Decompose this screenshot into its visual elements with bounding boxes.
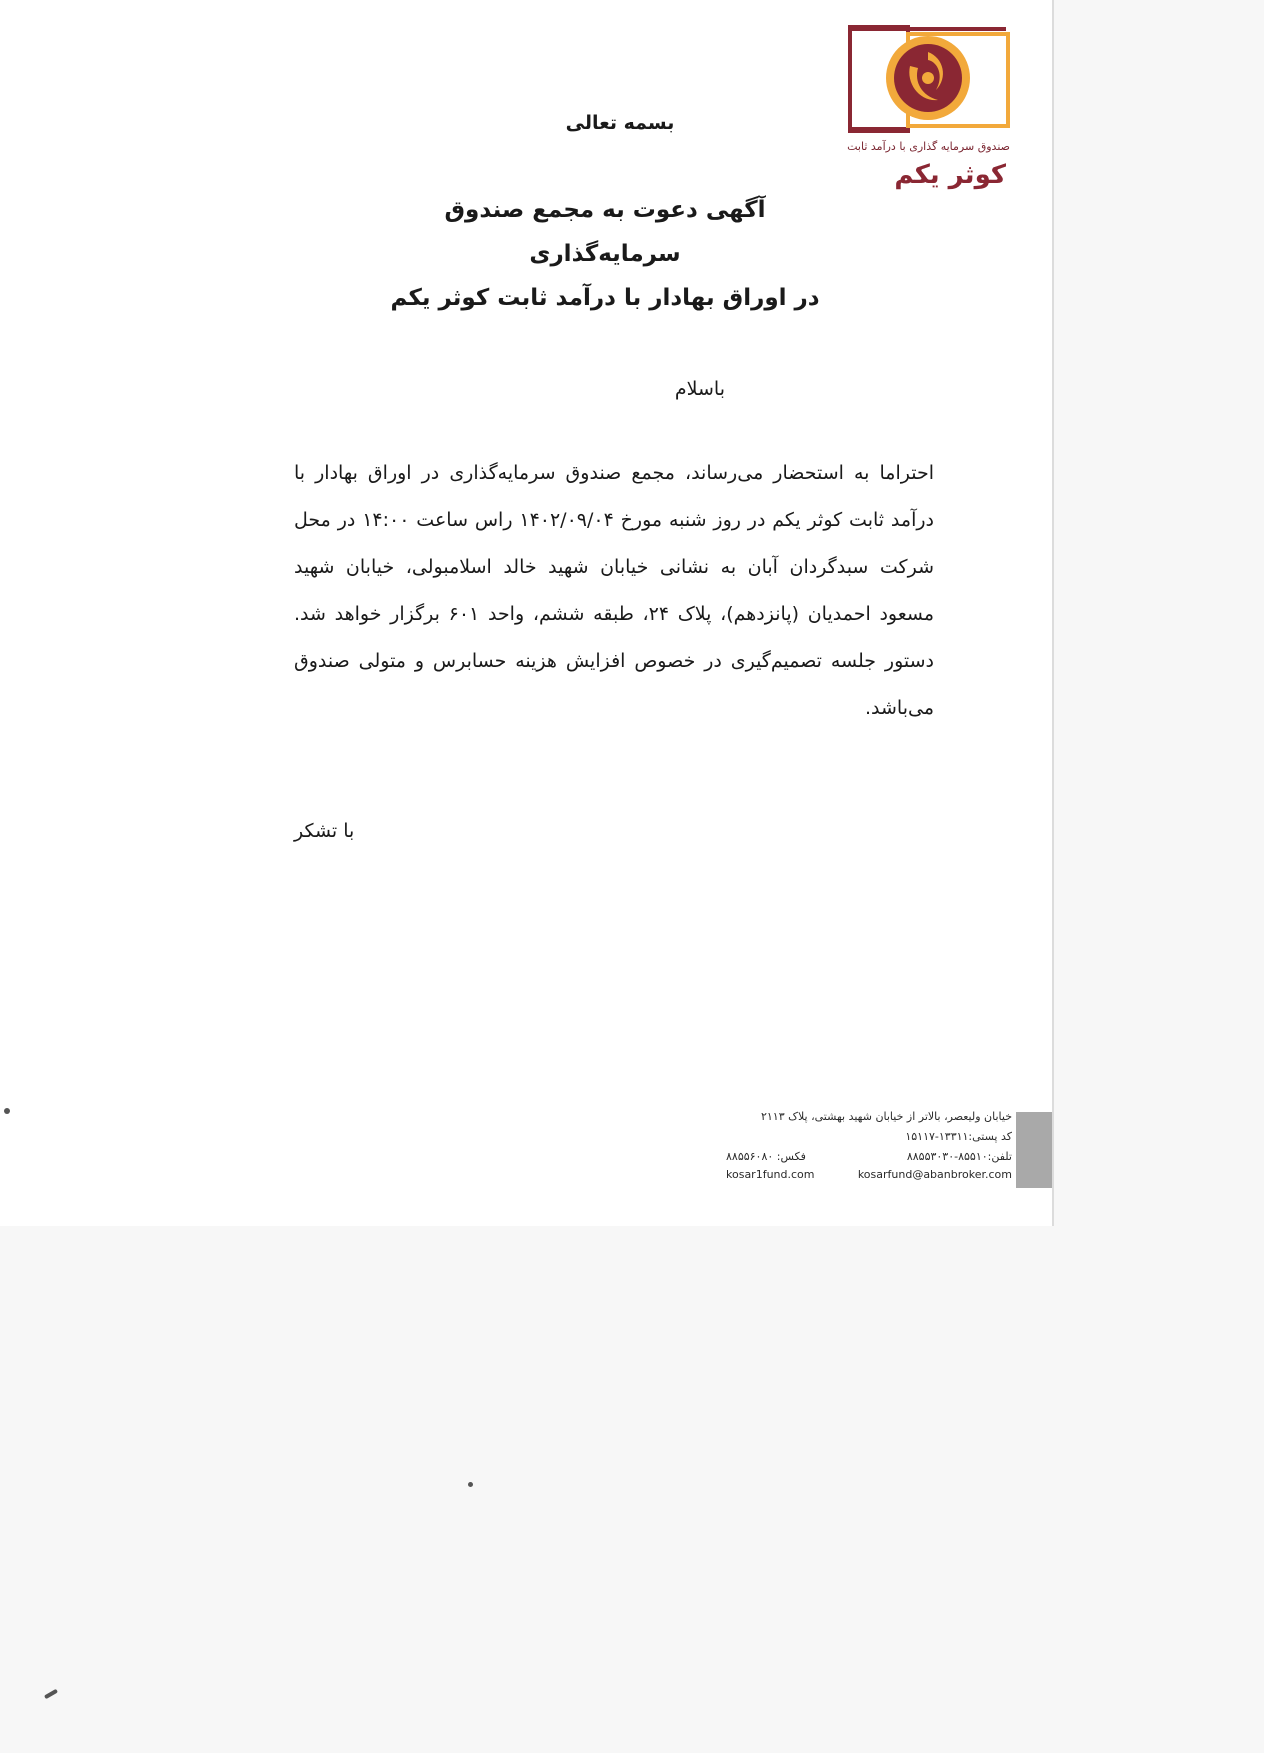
footer-address: خیابان ولیعصر، بالاتر از خیابان شهید بهشتی، پلاک ۲۱۱۳	[760, 1110, 1012, 1123]
company-logo	[848, 24, 1016, 194]
bismillah-heading: بسمه تعالی	[565, 112, 675, 134]
footer-accent-bar	[1016, 1112, 1052, 1188]
footer-email[interactable]: kosarfund@abanbroker.com	[857, 1168, 1012, 1181]
footer-website[interactable]: kosar1fund.com	[726, 1168, 815, 1181]
letter-body: احتراما به استحضار می‌رساند، مجمع صندوق سرمایه‌گذاری در اوراق بهادار با درآمد ثابت کوثر یکم در روز شنبه مورخ ۱۴۰۲/۰۹/۰۴ راس ساعت ۱۴:۰۰ در محل شرکت سبدگردان آبان به نشانی خیابان شهید خالد اسلامبولی، خیابان شهید مسعود احمدیان (پانزدهم)، پلاک ۲۴، طبقه ششم، واحد ۶۰۱ برگزار خواهد شد. دستور جلسه تصمیم‌گیری در خصوص افزایش هزینه حسابرس و متولی صندوق می‌باشد.	[294, 462, 935, 719]
notice-title-line-2: در اوراق بهادار با درآمد ثابت کوثر یکم	[390, 285, 820, 311]
footer-postal-code: کد پستی:۱۳۳۱۱-۱۵۱۱۷	[905, 1130, 1012, 1143]
closing-line: با تشکر	[294, 820, 355, 842]
notice-title	[380, 188, 830, 320]
scan-speck	[44, 1689, 58, 1699]
logo-name: کوثر یکم	[894, 160, 1006, 190]
footer-fax	[726, 1150, 806, 1163]
footer-phone: تلفن:۸۵۵۱۰-۸۸۵۵۳۰۳۰	[906, 1150, 1012, 1163]
footer-fax-text: فکس: ۸۸۵۵۶۰۸۰	[726, 1150, 806, 1163]
kosar-fund-logo-icon	[848, 24, 1012, 136]
scan-speck	[468, 1482, 473, 1487]
logo-subtitle: صندوق سرمایه گذاری با درآمد ثابت	[847, 140, 1010, 153]
footer-contact	[722, 1108, 1012, 1188]
greeting: باسلام	[674, 378, 725, 400]
scan-speck	[4, 1108, 10, 1114]
notice-title-line-1: آگهی دعوت به مجمع صندوق سرمایه‌گذاری	[444, 197, 766, 267]
